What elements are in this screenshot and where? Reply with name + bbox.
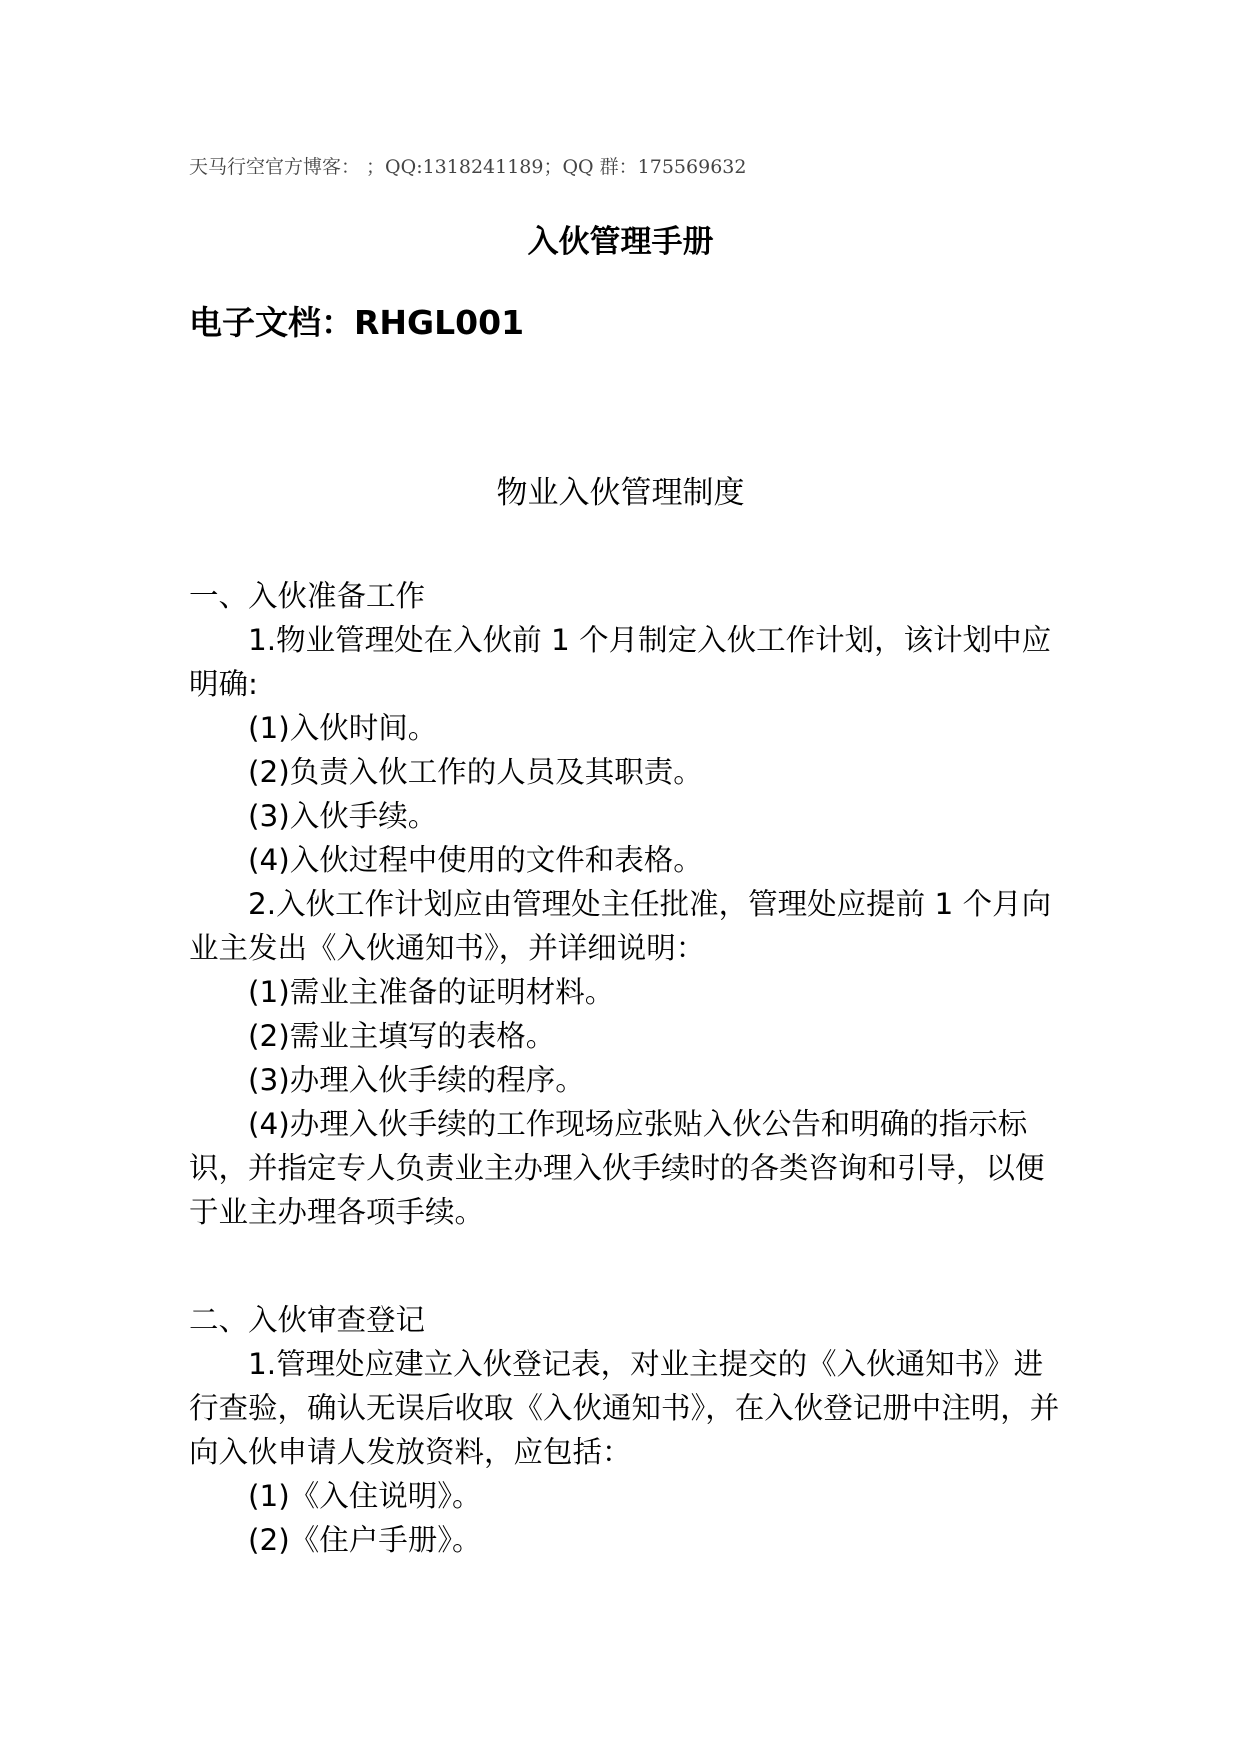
list-item: (2)需业主填写的表格。 bbox=[248, 1019, 556, 1053]
paragraph: 1.管理处应建立入伙登记表，对业主提交的《入伙通知书》进行查验，确认无误后收取《入伙通知书》，在入伙登记册中注明，并向入伙申请人发放资料，应包括： bbox=[189, 1347, 1060, 1469]
section-registration bbox=[189, 1298, 1061, 1562]
list-item: (4)入伙过程中使用的文件和表格。 bbox=[248, 843, 703, 877]
section-heading: 二、入伙审查登记 bbox=[189, 1303, 426, 1337]
list-item: (1)需业主准备的证明材料。 bbox=[248, 975, 615, 1009]
document-code: 电子文档：RHGL001 bbox=[189, 303, 525, 342]
list-item: (1)入伙时间。 bbox=[248, 711, 438, 745]
list-item: (3)办理入伙手续的程序。 bbox=[248, 1063, 585, 1097]
section-heading: 一、入伙准备工作 bbox=[189, 579, 426, 613]
list-item: (2)《住户手册》。 bbox=[248, 1523, 482, 1557]
list-item: (2)负责入伙工作的人员及其职责。 bbox=[248, 755, 703, 789]
section-preparation bbox=[189, 574, 1061, 1234]
paragraph: 2.入伙工作计划应由管理处主任批准，管理处应提前 1 个月向业主发出《入伙通知书》，并详细说明： bbox=[189, 887, 1052, 965]
paragraph: 1.物业管理处在入伙前 1 个月制定入伙工作计划，该计划中应明确: bbox=[189, 623, 1052, 701]
header-contact-line: 天马行空官方博客： ；QQ:1318241189；QQ 群：175569632 bbox=[189, 156, 747, 178]
paragraph: (4)办理入伙手续的工作现场应张贴入伙公告和明确的指示标识，并指定专人负责业主办理入伙手续时的各类咨询和引导，以便于业主办理各项手续。 bbox=[189, 1107, 1045, 1229]
list-item: (1)《入住说明》。 bbox=[248, 1479, 482, 1513]
document-subtitle: 物业入伙管理制度 bbox=[496, 475, 745, 511]
list-item: (3)入伙手续。 bbox=[248, 799, 438, 833]
document-title: 入伙管理手册 bbox=[527, 224, 714, 260]
